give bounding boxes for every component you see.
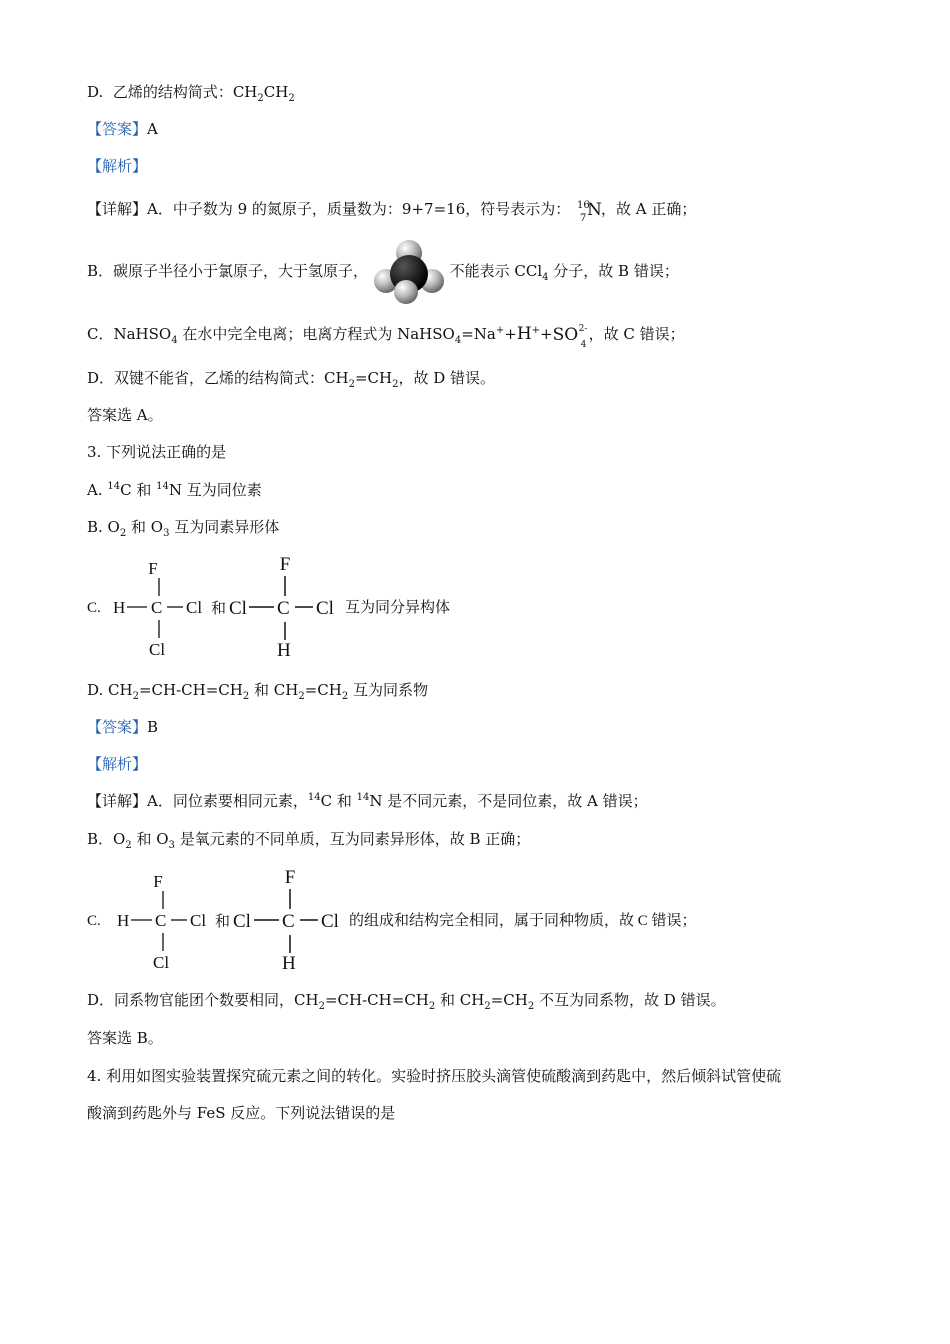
q2-answer <box>87 119 158 139</box>
q4-stem-line1: 4. 利用如图实验装置探究硫元素之间的转化。实验时挤压胶头滴管使硫酸滴到药匙中，然后倾斜试管使硫 <box>87 1067 782 1085</box>
svg-text:Cl: Cl <box>190 911 207 930</box>
q3-conclusion: 答案选 B。 <box>87 1029 163 1047</box>
q2-detail-c: C．NaHSO$_4$ 在水中完全电离；电离方程式为 NaHSO$_4$=Na++H++ SO 2- 4 ，故 C 错误； <box>87 324 685 350</box>
svg-text:Cl: Cl <box>321 911 339 932</box>
q3-stem: 3. 下列说法正确的是 <box>87 443 227 461</box>
svg-text:Cl: Cl <box>233 911 251 932</box>
q3-analysis-tag: 【解析】 <box>87 755 148 773</box>
svg-text:C: C <box>282 911 295 932</box>
svg-text:F: F <box>284 867 296 888</box>
q3-option-d: D. $CH_2=CH-CH=CH_2$ 和 $CH_2=CH_2$ 互为同系物 <box>87 681 429 702</box>
svg-text:互为同分异构体: 互为同分异构体 <box>345 600 451 616</box>
svg-text:C: C <box>155 911 167 930</box>
q2-detail-b: B．碳原子半径小于氯原子，大于氢原子， 不能表示 CCl$_4$ 分子，故 B 错误； <box>87 238 679 305</box>
answer-tag: 【答案】 <box>87 718 148 736</box>
svg-text:C: C <box>277 598 290 619</box>
svg-text:H: H <box>277 640 291 661</box>
svg-text:H: H <box>282 953 296 974</box>
q3-detail-c <box>87 865 747 975</box>
answer-value: B <box>147 718 159 736</box>
sulfate-ion: SO 2- 4 <box>552 324 588 350</box>
space-filling-model-image <box>373 239 445 305</box>
q3-answer <box>87 717 158 737</box>
option-c-label: C. <box>87 600 101 616</box>
svg-text:F: F <box>153 872 163 891</box>
q2-detail-d: D．双键不能省，乙烯的结构简式：$CH_2=CH_2$，故 D 错误。 <box>87 369 496 390</box>
q4-stem-line2: 酸滴到药匙外与 FeS 反应。下列说法错误的是 <box>87 1104 396 1122</box>
svg-text:的组成和结构完全相同，属于同种物质，故 C 错误；: 的组成和结构完全相同，属于同种物质，故 C 错误； <box>349 913 697 929</box>
q3-option-b: B. $O_2$ 和 $O_3$ 互为同素异形体 <box>87 518 280 539</box>
structural-formula-1 <box>113 559 202 659</box>
svg-text:H: H <box>117 911 130 930</box>
q3-detail-a: 【详解】A．同位素要相同元素，$^{14}$C 和 $^{14}$N 是不同元素，不是同位素，故 A 错误； <box>87 792 648 810</box>
q3-option-a: A. $^{14}$C 和 $^{14}$N 互为同位素 <box>87 481 262 499</box>
q3-detail-d: D．同系物官能团个数要相同，$CH_2=CH-CH=CH_2$ 和 $CH_2=CH_2$ 不互为同系物，故 D 错误。 <box>87 991 726 1012</box>
q3-detail-b: B．$O_2$ 和 $O_3$ 是氧元素的不同单质，互为同素异形体，故 B 正确； <box>87 830 531 851</box>
svg-text:Cl: Cl <box>186 598 203 617</box>
svg-text:Cl: Cl <box>149 640 166 659</box>
q2-detail-a: 【详解】A．中子数为 9 的氮原子，质量数为：9+7=16，符号表示为： 16 7 N ，故 A 正确； <box>87 200 697 224</box>
answer-tag: 【答案】 <box>87 120 148 138</box>
svg-text:C.: C. <box>87 913 101 929</box>
svg-text:H: H <box>113 598 126 617</box>
svg-text:和: 和 <box>215 914 231 930</box>
q2-option-d: D. 乙烯的结构简式：$CH_2CH_2$ <box>87 83 295 104</box>
q2-conclusion: 答案选 A。 <box>87 406 163 424</box>
q2-analysis-tag: 【解析】 <box>87 157 148 175</box>
svg-text:C: C <box>151 598 163 617</box>
svg-text:F: F <box>279 554 291 575</box>
answer-value: A <box>147 120 158 138</box>
svg-text:F: F <box>148 559 158 578</box>
nuclide-n16: 16 7 N <box>577 200 602 224</box>
svg-text:Cl: Cl <box>153 953 170 972</box>
structural-formula-2 <box>229 554 334 661</box>
structural-formula-1 <box>117 872 206 972</box>
svg-text:和: 和 <box>211 601 227 617</box>
svg-text:Cl: Cl <box>229 598 247 619</box>
q3-option-c <box>87 554 507 664</box>
structural-formula-2 <box>233 867 339 974</box>
svg-text:Cl: Cl <box>316 598 334 619</box>
